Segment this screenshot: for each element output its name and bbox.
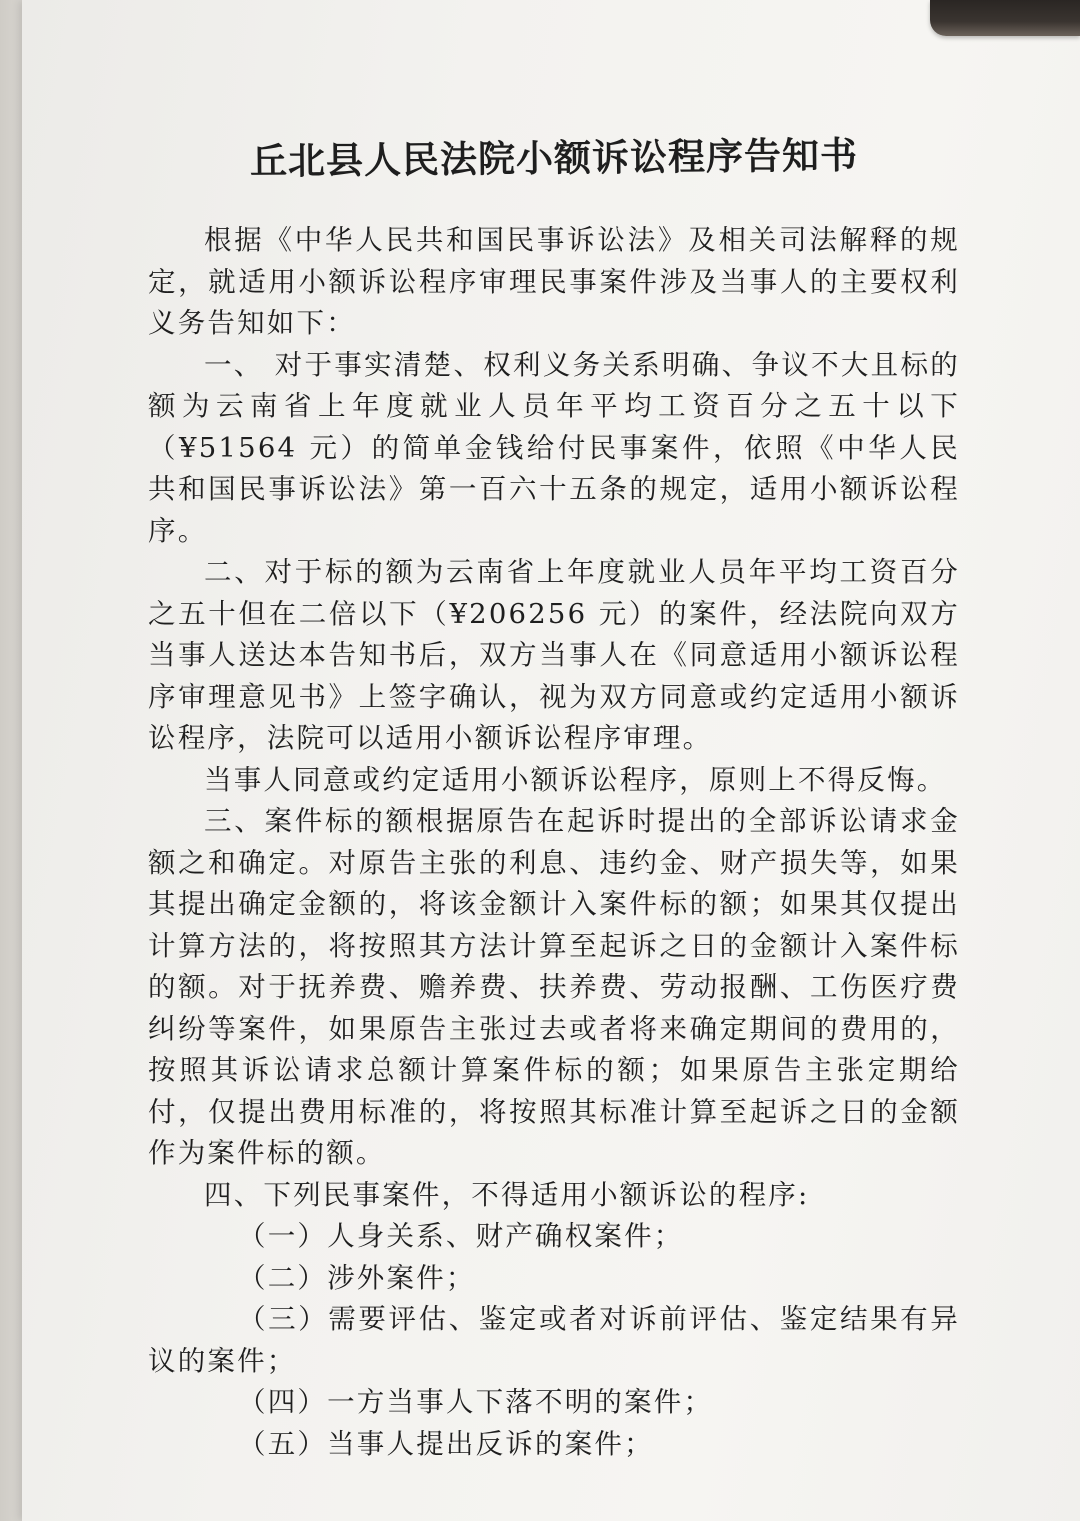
list-item-4-3: （三）需要评估、鉴定或者对诉前评估、鉴定结果有异议的案件； bbox=[148, 1303, 960, 1377]
paragraph-intro: 根据《中华人民共和国民事诉讼法》及相关司法解释的规定，就适用小额诉讼程序审理民事案件涉及当事人的主要权利义务告知如下： bbox=[148, 224, 960, 339]
list-item-4-1: （一）人身关系、财产确权案件； bbox=[238, 1220, 684, 1252]
list-item-4-2: （二）涉外案件； bbox=[238, 1261, 476, 1294]
document-body bbox=[148, 128, 960, 1465]
list-item-4-4: （四）一方当事人下落不明的案件； bbox=[238, 1386, 714, 1418]
paragraph-item-1: 一、 对于事实清楚、权利义务关系明确、争议不大且标的额为云南省上年度就业人员年平均工资百分之五十以下（¥51564 元）的简单金钱给付民事案件，依照《中华人民共和国民事诉讼法》第一百六十五条的规定，适用小额诉讼程序。 bbox=[148, 348, 960, 547]
document-title: 丘北县人民法院小额诉讼程序告知书 bbox=[249, 133, 859, 184]
paragraph-item-2: 二、对于标的额为云南省上年度就业人员年平均工资百分之五十但在二倍以下（¥206256 元）的案件，经法院向双方当事人送达本告知书后，双方当事人在《同意适用小额诉讼程序审理意见书》上签字确认，视为双方同意或约定适用小额诉讼程序，法院可以适用小额诉讼程序审理。 bbox=[148, 556, 960, 754]
paragraph-item-4: 四、下列民事案件，不得适用小额诉讼的程序: bbox=[204, 1178, 810, 1211]
paragraph-item-2-note: 当事人同意或约定适用小额诉讼程序，原则上不得反悔。 bbox=[204, 763, 947, 796]
paragraph-item-3: 三、案件标的额根据原告在起诉时提出的全部诉讼请求金额之和确定。对原告主张的利息、违约金、财产损失等，如果其提出确定金额的，将该金额计入案件标的额；如果其仅提出计算方法的，将按照其方法计算至起诉之日的金额计入案件标的额。对于抚养费、赡养费、扶养费、劳动报酬、工伤医疗费纠纷等案件，如果原告主张过去或者将来确定期间的费用的，按照其诉讼请求总额计算案件标的额；如果原告主张定期给付，仅提出费用标准的，将按照其标准计算至起诉之日的金额作为案件标的额。 bbox=[148, 805, 960, 1169]
dark-object-corner bbox=[930, 0, 1080, 36]
list-item-4-5: （五）当事人提出反诉的案件； bbox=[238, 1427, 654, 1460]
